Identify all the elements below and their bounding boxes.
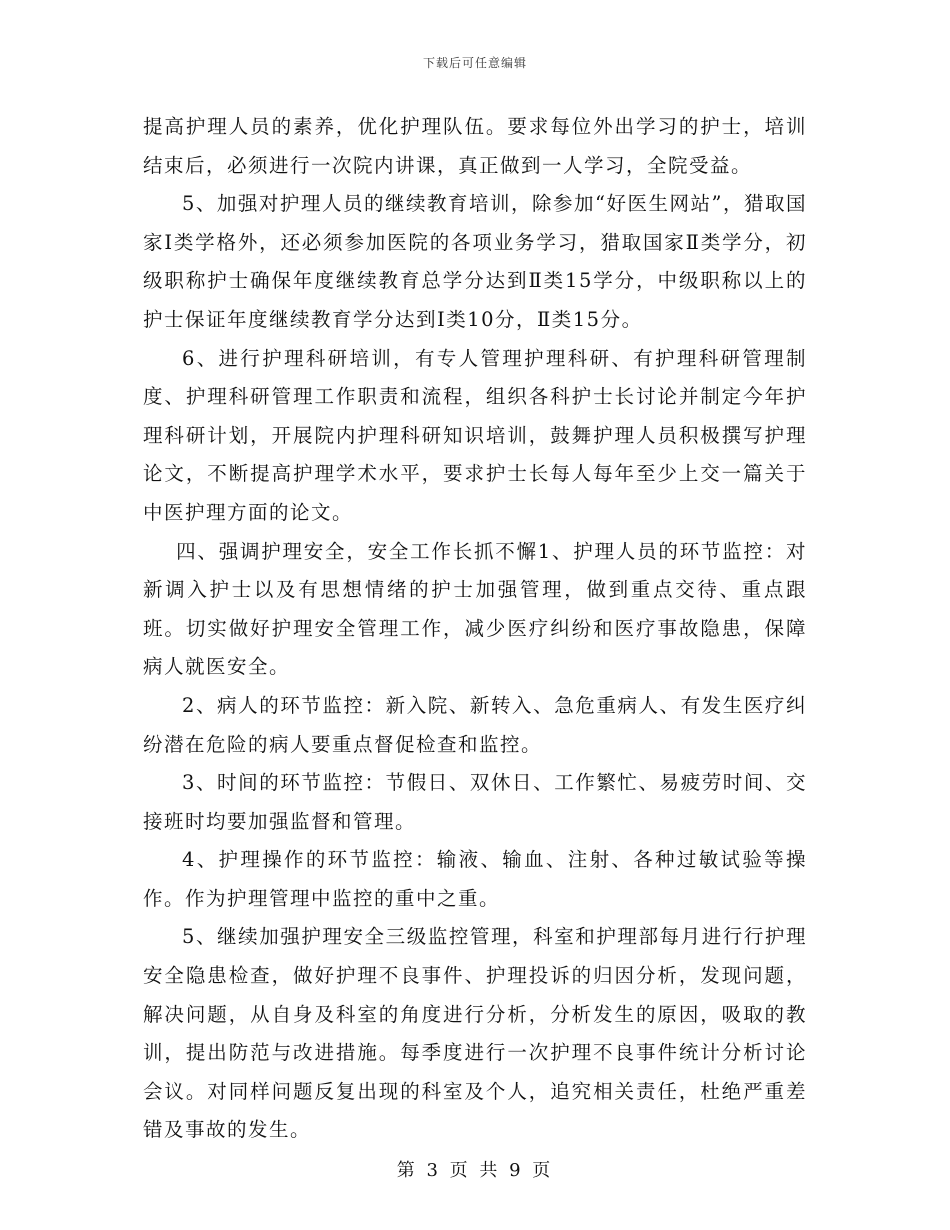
header-note: 下载后可任意编辑 [422, 56, 527, 70]
paragraph-operation-monitoring: 4、护理操作的环节监控：输液、输血、注射、各种过敏试验等操作。作为护理管理中监控的重中之重。 [143, 848, 807, 910]
document-body [143, 108, 807, 1150]
paragraph-patient-monitoring: 2、病人的环节监控：新入院、新转入、急危重病人、有发生医疗纠纷潜在危险的病人要重点督促检查和监控。 [143, 693, 807, 756]
page-number-footer: 第 3 页 共 9 页 [396, 1160, 554, 1181]
paragraph-continuation: 提高护理人员的素养，优化护理队伍。要求每位外出学习的护士，培训结束后，必须进行一次院内讲课，真正做到一人学习，全院受益。 [143, 115, 807, 177]
paragraph-nursing-safety: 四、强调护理安全，安全工作长抓不懈1、护理人员的环节监控：对新调入护士以及有思想情绪的护士加强管理，做到重点交待、重点跟班。切实做好护理安全管理工作，减少医疗纠纷和医疗事故隐患，保障病人就医安全。 [143, 539, 807, 679]
paragraph-three-level-monitoring: 5、继续加强护理安全三级监控管理，科室和护理部每月进行行护理安全隐患检查，做好护理不良事件、护理投诉的归因分析，发现问题，解决问题，从自身及科室的角度进行分析，分析发生的原因，吸取的教训，提出防范与改进措施。每季度进行一次护理不良事件统计分析讨论会议。对同样问题反复出现的科室及个人，追究相关责任，杜绝严重差错及事故的发生。 [143, 925, 807, 1142]
paragraph-time-monitoring: 3、时间的环节监控：节假日、双休日、工作繁忙、易疲劳时间、交接班时均要加强监督和管理。 [143, 771, 807, 833]
paragraph-research-training: 6、进行护理科研培训，有专人管理护理科研、有护理科研管理制度、护理科研管理工作职责和流程，组织各科护士长讨论并制定今年护理科研计划，开展院内护理科研知识培训，鼓舞护理人员积极撰写护理论文，不断提高护理学术水平，要求护士长每人每年至少上交一篇关于中医护理方面的论文。 [143, 346, 807, 524]
paragraph-continuing-education: 5、加强对护理人员的继续教育培训，除参加“好医生网站”，猎取国家Ⅰ类学格外，还必须参加医院的各项业务学习，猎取国家Ⅱ类学分，初级职称护士确保年度继续教育总学分达到Ⅱ类15学分，中级职称以上的护士保证年度继续教育学分达到Ⅰ类10分，Ⅱ类15分。 [143, 192, 807, 331]
